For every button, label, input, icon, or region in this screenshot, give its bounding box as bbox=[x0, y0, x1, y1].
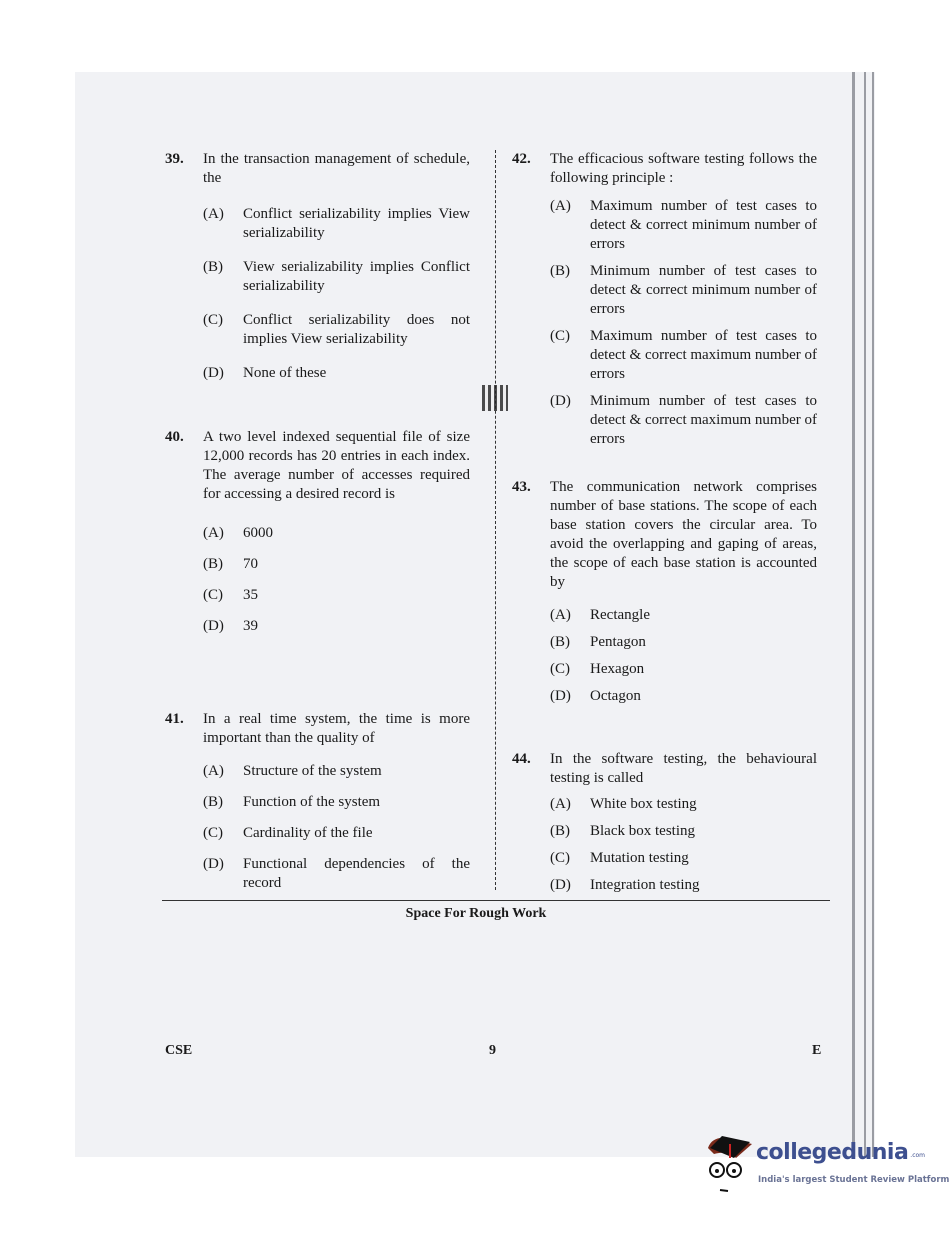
option-text: Maximum number of test cases to detect & correct maximum number of errors bbox=[590, 328, 817, 382]
option bbox=[203, 205, 470, 243]
option-label: (C) bbox=[203, 825, 223, 841]
option-label: (B) bbox=[550, 634, 570, 650]
logo-brand-name: collegedunia bbox=[756, 1140, 909, 1165]
option-text: White box testing bbox=[590, 796, 697, 812]
option-text: View serializability implies Conflict serializability bbox=[243, 259, 470, 294]
option-label: (C) bbox=[550, 661, 570, 677]
option-label: (B) bbox=[203, 794, 223, 810]
question-text: The efficacious software testing follows the following principle : bbox=[550, 151, 817, 186]
option-label: (B) bbox=[550, 263, 570, 279]
option-label: (A) bbox=[203, 206, 224, 222]
option-text: Minimum number of test cases to detect & correct maximum number of errors bbox=[590, 393, 817, 447]
option bbox=[203, 524, 470, 543]
binding-line bbox=[864, 72, 866, 1157]
option-text: Structure of the system bbox=[243, 763, 382, 779]
question-40 bbox=[165, 428, 470, 636]
question-number: 43. bbox=[512, 479, 531, 495]
question-number: 41. bbox=[165, 711, 184, 727]
question-number: 42. bbox=[512, 151, 531, 167]
option-label: (D) bbox=[550, 877, 571, 893]
question-number: 44. bbox=[512, 751, 531, 767]
option bbox=[203, 824, 470, 843]
question-text: In the transaction management of schedule, the bbox=[203, 151, 470, 186]
option-text: Minimum number of test cases to detect & correct minimum number of errors bbox=[590, 263, 817, 317]
question-42 bbox=[512, 150, 817, 449]
option-label: (B) bbox=[203, 556, 223, 572]
option-label: (A) bbox=[203, 763, 224, 779]
option-text: Rectangle bbox=[590, 607, 650, 623]
option-text: 70 bbox=[243, 556, 258, 572]
option bbox=[203, 855, 470, 893]
option-label: (C) bbox=[550, 850, 570, 866]
footer-subject: CSE bbox=[165, 1043, 193, 1058]
option-label: (B) bbox=[550, 823, 570, 839]
question-number: 39. bbox=[165, 151, 184, 167]
option-label: (A) bbox=[550, 607, 571, 623]
option bbox=[203, 617, 470, 636]
question-43 bbox=[512, 478, 817, 706]
option-text: Mutation testing bbox=[590, 850, 689, 866]
option bbox=[550, 392, 817, 449]
option bbox=[203, 311, 470, 349]
option bbox=[203, 793, 470, 812]
option-text: Functional dependencies of the record bbox=[243, 856, 470, 891]
option bbox=[550, 849, 817, 868]
qr-code-icon bbox=[482, 385, 508, 411]
option-text: None of these bbox=[243, 365, 327, 381]
binding-line bbox=[872, 72, 874, 1157]
option-label: (C) bbox=[203, 587, 223, 603]
logo-suffix: .com bbox=[910, 1152, 926, 1159]
question-text: In a real time system, the time is more important than the quality of bbox=[203, 711, 470, 746]
option bbox=[550, 606, 817, 625]
option-text: Hexagon bbox=[590, 661, 645, 677]
option bbox=[550, 660, 817, 679]
option-label: (D) bbox=[203, 365, 224, 381]
collegedunia-logo bbox=[700, 1128, 952, 1198]
option-text: Maximum number of test cases to detect & correct minimum number of errors bbox=[590, 198, 817, 252]
option-label: (D) bbox=[550, 688, 571, 704]
option bbox=[550, 262, 817, 319]
question-44 bbox=[512, 750, 817, 895]
column-divider bbox=[495, 150, 496, 890]
option-text: Black box testing bbox=[590, 823, 695, 839]
option bbox=[550, 822, 817, 841]
option bbox=[550, 795, 817, 814]
logo-wordmark bbox=[756, 1138, 925, 1168]
option-text: 35 bbox=[243, 587, 258, 603]
option bbox=[550, 633, 817, 652]
option-label: (D) bbox=[203, 856, 224, 872]
question-number: 40. bbox=[165, 429, 184, 445]
option bbox=[203, 258, 470, 296]
option-text: Octagon bbox=[590, 688, 641, 704]
option-text: Conflict serializability implies View serializability bbox=[243, 206, 470, 241]
option-text: Pentagon bbox=[590, 634, 646, 650]
option-text: Integration testing bbox=[590, 877, 700, 893]
question-text: A two level indexed sequential file of size 12,000 records has 20 entries in each index. The average number of accesses required for accessing a desired record is bbox=[203, 429, 470, 502]
question-39 bbox=[165, 150, 470, 383]
option-label: (A) bbox=[203, 525, 224, 541]
rough-work-label: Space For Rough Work bbox=[405, 906, 547, 921]
footer-page-number: 9 bbox=[489, 1043, 496, 1058]
option-label: (A) bbox=[550, 796, 571, 812]
option bbox=[550, 876, 817, 895]
option bbox=[550, 197, 817, 254]
option-text: Cardinality of the file bbox=[243, 825, 373, 841]
footer-series: E bbox=[812, 1043, 822, 1058]
option bbox=[203, 586, 470, 605]
mascot-icon bbox=[700, 1128, 756, 1198]
question-text: In the software testing, the behavioural testing is called bbox=[550, 751, 817, 786]
option bbox=[203, 364, 470, 383]
option-label: (B) bbox=[203, 259, 223, 275]
option bbox=[550, 327, 817, 384]
option-label: (D) bbox=[203, 618, 224, 634]
option bbox=[203, 762, 470, 781]
option-label: (A) bbox=[550, 198, 571, 214]
option-text: 6000 bbox=[243, 525, 273, 541]
option bbox=[203, 555, 470, 574]
question-41 bbox=[165, 710, 470, 893]
question-text: The communication network comprises number of base stations. The scope of each base station covers the circular area. To avoid the overlapping and gaping of areas, the scope of each base station is accounted by bbox=[550, 479, 817, 590]
logo-tagline: India's largest Student Review Platform bbox=[758, 1175, 950, 1185]
option-label: (C) bbox=[203, 312, 223, 328]
option-text: 39 bbox=[243, 618, 258, 634]
option-text: Conflict serializability does not implies View serializability bbox=[243, 312, 470, 347]
option-label: (C) bbox=[550, 328, 570, 344]
option bbox=[550, 687, 817, 706]
binding-line bbox=[852, 72, 855, 1157]
option-label: (D) bbox=[550, 393, 571, 409]
option-text: Function of the system bbox=[243, 794, 381, 810]
bottom-rule bbox=[162, 900, 830, 901]
